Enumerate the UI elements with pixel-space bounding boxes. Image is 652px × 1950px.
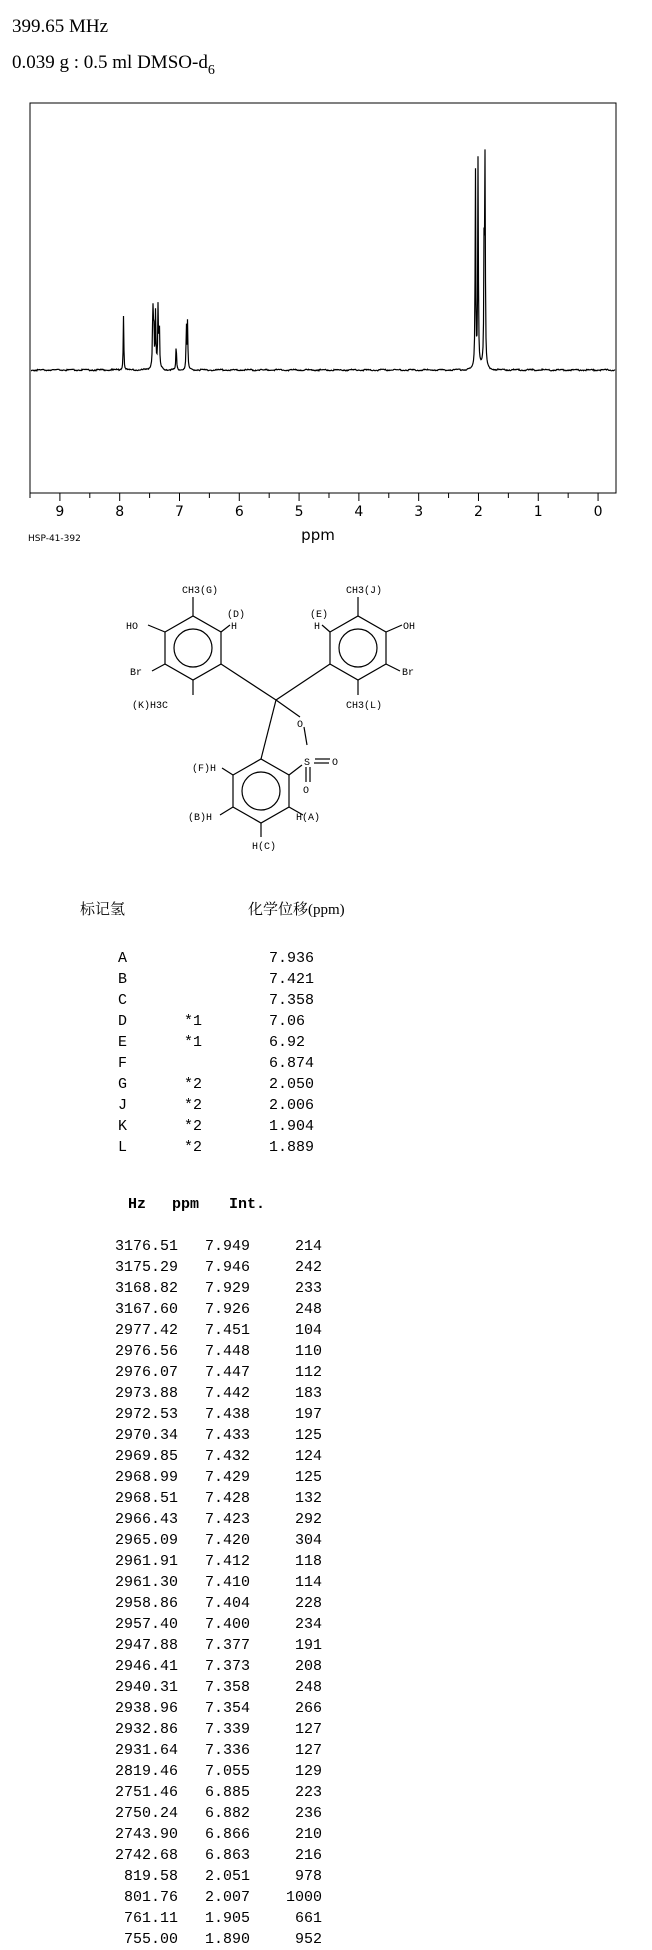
peak-intensity: 127 <box>294 1742 322 1759</box>
peak-intensity: 661 <box>294 1910 322 1927</box>
peak-ppm: 7.447 <box>204 1364 250 1381</box>
peak-row <box>100 1635 322 1656</box>
peak-intensity: 129 <box>294 1763 322 1780</box>
assignment-label: J <box>118 1097 128 1114</box>
peak-hz: 2931.64 <box>114 1742 178 1759</box>
peak-intensity: 118 <box>294 1553 322 1570</box>
peak-hz: 2750.24 <box>114 1805 178 1822</box>
molecule-structure <box>90 575 470 885</box>
peak-ppm: 7.410 <box>204 1574 250 1591</box>
peak-row <box>100 1782 322 1803</box>
peak-ppm: 6.863 <box>204 1847 250 1864</box>
assignment-row <box>118 1116 314 1137</box>
label-h-d-atom: H <box>231 622 238 633</box>
peak-intensity: 242 <box>294 1259 322 1276</box>
peak-hz: 2972.53 <box>114 1406 178 1423</box>
peak-hz: 2940.31 <box>114 1679 178 1696</box>
label-ch3-g: CH3(G) <box>182 586 219 597</box>
peak-row <box>100 1761 322 1782</box>
peak-hz: 755.00 <box>123 1931 178 1948</box>
peak-hz: 801.76 <box>123 1889 178 1906</box>
assignment-note: *1 <box>184 1013 203 1030</box>
peak-hz: 2968.99 <box>114 1469 178 1486</box>
peak-row <box>100 1656 322 1677</box>
peak-intensity: 266 <box>294 1700 322 1717</box>
peak-hz: 2969.85 <box>114 1448 178 1465</box>
peak-row <box>100 1383 322 1404</box>
peak-intensity: 952 <box>294 1931 322 1948</box>
assignment-label: C <box>118 992 128 1009</box>
peak-hz: 2961.30 <box>114 1574 178 1591</box>
peak-intensity: 127 <box>294 1721 322 1738</box>
peak-hz: 819.58 <box>123 1868 178 1885</box>
assignment-row <box>118 1011 314 1032</box>
peak-ppm: 2.007 <box>204 1889 250 1906</box>
peak-hz: 2819.46 <box>114 1763 178 1780</box>
peak-hz: 3176.51 <box>114 1238 178 1255</box>
peak-hz: 2958.86 <box>114 1595 178 1612</box>
sample-text: 0.039 g : 0.5 ml DMSO-d <box>12 52 208 73</box>
peak-ppm: 7.442 <box>204 1385 250 1402</box>
label-ho: HO <box>126 622 139 633</box>
peak-ppm: 7.339 <box>204 1721 250 1738</box>
assignment-label: A <box>118 950 128 967</box>
assignment-label: G <box>118 1076 128 1093</box>
label-br-right: Br <box>402 668 415 679</box>
x-tick-label: 9 <box>55 504 65 520</box>
peak-ppm: 7.412 <box>204 1553 250 1570</box>
peak-ppm: 7.354 <box>204 1700 250 1717</box>
x-tick-label: 6 <box>234 504 244 520</box>
assignment-row <box>118 1137 314 1158</box>
peak-ppm: 7.428 <box>204 1490 250 1507</box>
peak-hz: 2965.09 <box>114 1532 178 1549</box>
assignment-row <box>118 969 314 990</box>
peak-intensity: 114 <box>294 1574 322 1591</box>
peak-row <box>100 1614 322 1635</box>
peak-intensity: 236 <box>294 1805 322 1822</box>
label-sulfonyl-oxygen-down: O <box>303 786 310 797</box>
assignment-shift: 7.358 <box>269 992 315 1009</box>
right-ring-circle <box>339 629 377 667</box>
x-tick-label: 8 <box>115 504 125 520</box>
peak-ppm: 1.905 <box>204 1910 250 1927</box>
peak-ppm: 7.400 <box>204 1616 250 1633</box>
label-b-h: (B)H <box>188 813 213 824</box>
assignment-shift: 7.936 <box>269 950 315 967</box>
peak-ppm: 7.433 <box>204 1427 250 1444</box>
peak-hz: 3167.60 <box>114 1301 178 1318</box>
assignment-note: *2 <box>184 1139 203 1156</box>
peak-row <box>100 1467 322 1488</box>
x-tick-label: 5 <box>294 504 304 520</box>
peak-intensity: 125 <box>294 1469 322 1486</box>
header-hz: Hz <box>128 1196 147 1213</box>
x-axis-ticks <box>30 493 603 520</box>
peak-row <box>100 1404 322 1425</box>
peak-ppm: 7.949 <box>204 1238 250 1255</box>
peak-row <box>100 1236 322 1257</box>
x-axis-label: ppm <box>301 526 335 544</box>
peak-intensity: 228 <box>294 1595 322 1612</box>
x-tick-label: 3 <box>414 504 424 520</box>
peak-hz: 2976.07 <box>114 1364 178 1381</box>
peak-ppm: 7.377 <box>204 1637 250 1654</box>
x-tick-label: 1 <box>533 504 543 520</box>
peak-hz: 3175.29 <box>114 1259 178 1276</box>
peak-intensity: 125 <box>294 1427 322 1444</box>
assignment-note: *2 <box>184 1076 203 1093</box>
peak-hz: 2968.51 <box>114 1490 178 1507</box>
peak-intensity: 214 <box>294 1238 322 1255</box>
assignment-row <box>118 1095 314 1116</box>
sample-description <box>12 52 215 78</box>
peak-row <box>100 1362 322 1383</box>
peak-row <box>100 1887 322 1908</box>
peak-ppm: 7.423 <box>204 1511 250 1528</box>
spectrum-code: HSP-41-392 <box>28 534 81 544</box>
peak-intensity: 208 <box>294 1658 322 1675</box>
x-tick-label: 2 <box>474 504 483 520</box>
peak-ppm: 7.358 <box>204 1679 250 1696</box>
plot-frame <box>30 103 616 493</box>
assignment-shift: 7.421 <box>269 971 315 988</box>
assignment-note: *1 <box>184 1034 203 1051</box>
assignment-shift: 2.050 <box>269 1076 315 1093</box>
peak-hz: 2970.34 <box>114 1427 178 1444</box>
peak-ppm: 6.882 <box>204 1805 250 1822</box>
peak-intensity: 132 <box>294 1490 322 1507</box>
assignment-shift: 7.06 <box>269 1013 306 1030</box>
left-ring <box>165 616 221 680</box>
assignment-label: B <box>118 971 128 988</box>
assignment-label: K <box>118 1118 128 1135</box>
bottom-ring-circle <box>242 772 280 810</box>
peak-ppm: 6.885 <box>204 1784 250 1801</box>
assignment-shift: 2.006 <box>269 1097 315 1114</box>
sample-subscript: 6 <box>207 63 215 78</box>
peak-row <box>100 1278 322 1299</box>
peak-row <box>100 1845 322 1866</box>
spectrum-trace <box>31 149 615 370</box>
peak-row <box>100 1824 322 1845</box>
assignment-row <box>118 1032 314 1053</box>
peak-intensity: 191 <box>294 1637 322 1654</box>
x-tick-label: 4 <box>354 504 364 520</box>
peak-intensity: 978 <box>294 1868 322 1885</box>
peak-intensity: 233 <box>294 1280 322 1297</box>
assignment-shift: 1.889 <box>269 1139 315 1156</box>
peak-row <box>100 1446 322 1467</box>
assignment-label: L <box>118 1139 128 1156</box>
peak-row <box>100 1572 322 1593</box>
assignment-label: D <box>118 1013 128 1030</box>
peak-hz: 2938.96 <box>114 1700 178 1717</box>
peak-intensity: 110 <box>294 1343 322 1360</box>
peak-intensity: 248 <box>294 1679 322 1696</box>
label-sulfur: S <box>304 758 311 769</box>
peak-intensity: 248 <box>294 1301 322 1318</box>
assignment-label: F <box>118 1055 128 1072</box>
peak-hz: 2973.88 <box>114 1385 178 1402</box>
label-oh: OH <box>403 622 416 633</box>
peak-row <box>100 1341 322 1362</box>
label-sulfonyl-oxygen-right: O <box>332 758 339 769</box>
x-tick-label: 0 <box>593 504 603 520</box>
peak-ppm: 7.336 <box>204 1742 250 1759</box>
assignment-row <box>118 1053 314 1074</box>
label-br-left: Br <box>130 668 143 679</box>
peak-intensity: 210 <box>294 1826 322 1843</box>
peak-row <box>100 1803 322 1824</box>
header-ppm: ppm <box>172 1196 200 1213</box>
peak-hz: 2946.41 <box>114 1658 178 1675</box>
label-h-e: (E) <box>310 610 329 621</box>
peak-hz: 2947.88 <box>114 1637 178 1654</box>
peak-hz: 2751.46 <box>114 1784 178 1801</box>
x-tick-label: 7 <box>175 504 184 520</box>
peak-ppm: 7.055 <box>204 1763 250 1780</box>
label-ch3-j: CH3(J) <box>346 586 383 597</box>
assignment-row <box>118 990 314 1011</box>
peak-hz: 2977.42 <box>114 1322 178 1339</box>
peak-row <box>100 1425 322 1446</box>
peak-intensity: 183 <box>294 1385 322 1402</box>
peak-intensity: 223 <box>294 1784 322 1801</box>
peak-row <box>100 1866 322 1887</box>
assignment-table <box>118 948 314 1158</box>
peak-intensity: 112 <box>294 1364 322 1381</box>
peak-ppm: 2.051 <box>204 1868 250 1885</box>
peak-row <box>100 1929 322 1950</box>
peak-intensity: 292 <box>294 1511 322 1528</box>
peak-hz: 3168.82 <box>114 1280 178 1297</box>
peak-row <box>100 1488 322 1509</box>
label-h-e-atom: H <box>314 622 321 633</box>
peak-ppm: 7.429 <box>204 1469 250 1486</box>
peak-row <box>100 1593 322 1614</box>
peak-intensity: 124 <box>294 1448 322 1465</box>
bottom-ring <box>233 759 289 823</box>
peak-hz: 2957.40 <box>114 1616 178 1633</box>
peak-ppm: 7.438 <box>204 1406 250 1423</box>
peak-row <box>100 1551 322 1572</box>
peak-row <box>100 1677 322 1698</box>
column-label-hydrogen: 标记氢 <box>80 902 126 918</box>
peak-row <box>100 1299 322 1320</box>
label-ch3-l: CH3(L) <box>346 701 383 712</box>
peak-intensity: 197 <box>294 1406 322 1423</box>
assignment-shift: 1.904 <box>269 1118 315 1135</box>
peak-row <box>100 1257 322 1278</box>
label-h-d: (D) <box>227 610 246 621</box>
peak-row <box>100 1698 322 1719</box>
label-f-h: (F)H <box>192 764 217 775</box>
peak-row <box>100 1908 322 1929</box>
assignment-shift: 6.92 <box>269 1034 306 1051</box>
peak-ppm: 7.451 <box>204 1322 250 1339</box>
peak-hz: 2742.68 <box>114 1847 178 1864</box>
label-ring-oxygen: O <box>297 720 304 731</box>
peak-hz: 2966.43 <box>114 1511 178 1528</box>
peak-ppm: 1.890 <box>204 1931 250 1948</box>
peak-intensity: 216 <box>294 1847 322 1864</box>
label-k-h3c: (K)H3C <box>132 701 169 712</box>
peak-table <box>100 1194 322 1950</box>
peak-row <box>100 1509 322 1530</box>
assignment-note: *2 <box>184 1097 203 1114</box>
peak-row <box>100 1740 322 1761</box>
peak-ppm: 7.926 <box>204 1301 250 1318</box>
peak-table-header <box>100 1194 322 1215</box>
peak-ppm: 7.404 <box>204 1595 250 1612</box>
peak-ppm: 7.373 <box>204 1658 250 1675</box>
right-ring <box>330 616 386 680</box>
peak-intensity: 1000 <box>285 1889 322 1906</box>
peak-hz: 761.11 <box>123 1910 178 1927</box>
assignment-shift: 6.874 <box>269 1055 315 1072</box>
peak-ppm: 7.929 <box>204 1280 250 1297</box>
label-h-c: H(C) <box>252 842 277 853</box>
nmr-spectrum-chart <box>0 95 652 555</box>
peak-ppm: 7.448 <box>204 1343 250 1360</box>
peak-row <box>100 1719 322 1740</box>
peak-hz: 2743.90 <box>114 1826 178 1843</box>
peak-intensity: 104 <box>294 1322 322 1339</box>
assignment-row <box>118 1074 314 1095</box>
peak-hz: 2961.91 <box>114 1553 178 1570</box>
peak-rows <box>100 1236 322 1950</box>
label-h-a: H(A) <box>296 813 321 824</box>
header-int: Int. <box>229 1196 266 1213</box>
left-ring-circle <box>174 629 212 667</box>
spectrometer-frequency: 399.65 MHz <box>12 16 109 37</box>
structure-bonds <box>148 597 402 837</box>
peak-row <box>100 1530 322 1551</box>
peak-ppm: 7.432 <box>204 1448 250 1465</box>
assignment-label: E <box>118 1034 128 1051</box>
peak-hz: 2932.86 <box>114 1721 178 1738</box>
peak-ppm: 7.420 <box>204 1532 250 1549</box>
assignment-note: *2 <box>184 1118 203 1135</box>
assignment-row <box>118 948 314 969</box>
peak-row <box>100 1320 322 1341</box>
peak-hz: 2976.56 <box>114 1343 178 1360</box>
peak-ppm: 7.946 <box>204 1259 250 1276</box>
column-label-shift: 化学位移(ppm) <box>248 902 345 918</box>
peak-intensity: 304 <box>294 1532 322 1549</box>
peak-ppm: 6.866 <box>204 1826 250 1843</box>
peak-intensity: 234 <box>294 1616 322 1633</box>
